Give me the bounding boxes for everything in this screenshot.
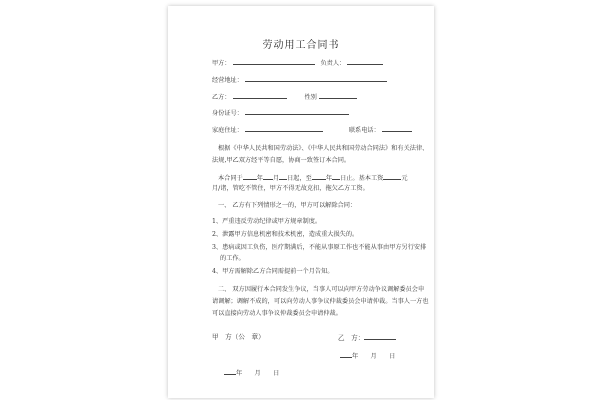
date-left-text: 年 月 日 bbox=[236, 370, 280, 377]
contact-blank bbox=[382, 125, 412, 132]
term-text: 元 bbox=[401, 175, 408, 182]
term-text: 日止。基本工资 bbox=[340, 175, 384, 182]
address-row bbox=[212, 75, 387, 85]
party-b-blank bbox=[233, 92, 287, 99]
term-blank bbox=[279, 173, 287, 180]
term-text: 年 bbox=[256, 175, 263, 182]
gender-label: 性别 bbox=[304, 94, 317, 101]
party-a-row bbox=[212, 58, 383, 68]
intro-line-2: 法规,甲乙双方经平等自愿，协商一致签订本合同。 bbox=[212, 157, 351, 164]
date-right-text: 年 月 日 bbox=[352, 353, 396, 360]
term-text: 日起，至 bbox=[287, 175, 312, 182]
date-year-blank bbox=[224, 368, 236, 375]
responsible-label: 负责人： bbox=[320, 60, 346, 67]
term-blank bbox=[312, 173, 326, 180]
home-label: 家庭住址： bbox=[212, 127, 243, 134]
signature-party-b bbox=[338, 333, 396, 342]
list-item: 1、严重违反劳动纪律或甲方规章制度。 bbox=[212, 218, 322, 225]
term-blank bbox=[383, 173, 401, 180]
address-blank bbox=[245, 75, 387, 82]
intro-line-1: 根据《中华人民共和国劳动法》、《中华人民共和国劳动合同法》和有关法律、 bbox=[218, 145, 429, 152]
party-a-label: 甲方： bbox=[212, 60, 231, 67]
list-item: 4、甲方需解除乙方合同需提前一个月告知。 bbox=[212, 268, 334, 275]
list-item-continuation: 的工作。 bbox=[220, 255, 245, 262]
id-row bbox=[212, 108, 349, 118]
term-text: 本合同于 bbox=[218, 175, 243, 182]
address-label: 经营地址： bbox=[212, 77, 243, 84]
party-b-label: 乙方： bbox=[212, 94, 231, 101]
gender-blank bbox=[319, 92, 357, 99]
signature-party-a: 甲 方（公 章） bbox=[212, 333, 265, 341]
signature-party-b-label: 乙 方： bbox=[338, 334, 365, 342]
home-row bbox=[212, 125, 412, 135]
responsible-blank bbox=[347, 58, 383, 65]
section-2-line-1: 二、 双方因履行本合同发生争议，当事人可以向甲方劳动争议调解委员会申 bbox=[218, 286, 425, 293]
id-blank bbox=[245, 108, 349, 115]
term-blank bbox=[332, 173, 340, 180]
term-line-1 bbox=[218, 173, 408, 183]
document-title: 劳动用工合同书 bbox=[262, 40, 340, 51]
section-2-line-2: 请调解；调解不成的，可以向劳动人事争议仲裁委员会申请仲裁。当事人一方也 bbox=[212, 298, 429, 305]
section-2-line-3: 可以直接向劳动人事争议仲裁委员会申请仲裁。 bbox=[212, 310, 342, 317]
signature-party-b-blank bbox=[364, 333, 396, 340]
date-right bbox=[340, 351, 395, 361]
home-blank bbox=[245, 125, 323, 132]
contract-page bbox=[168, 6, 434, 398]
party-a-blank bbox=[233, 58, 315, 65]
term-line-2: 月/诸，管吃不管住，甲方不得无故克扣，拖欠乙方工资。 bbox=[212, 185, 369, 192]
contact-label: 联系电话： bbox=[348, 127, 380, 134]
section-1-heading: 一、 乙方有下列情形之一的，甲方可以解除合同： bbox=[218, 202, 357, 209]
term-blank bbox=[263, 173, 273, 180]
list-item: 3、患病或因工负伤，医疗期满后，不能从事原工作也不能从事由甲方另行安排 bbox=[212, 244, 427, 251]
term-text: 月 bbox=[272, 175, 280, 182]
party-b-row bbox=[212, 92, 357, 102]
date-year-blank bbox=[340, 351, 352, 358]
date-left bbox=[224, 368, 279, 378]
list-item: 2、泄露甲方信息机密和技术机密，造成重大损失的。 bbox=[212, 231, 359, 238]
term-text: 年 bbox=[325, 175, 333, 182]
term-blank bbox=[243, 173, 257, 180]
id-label: 身份证号： bbox=[212, 110, 243, 117]
